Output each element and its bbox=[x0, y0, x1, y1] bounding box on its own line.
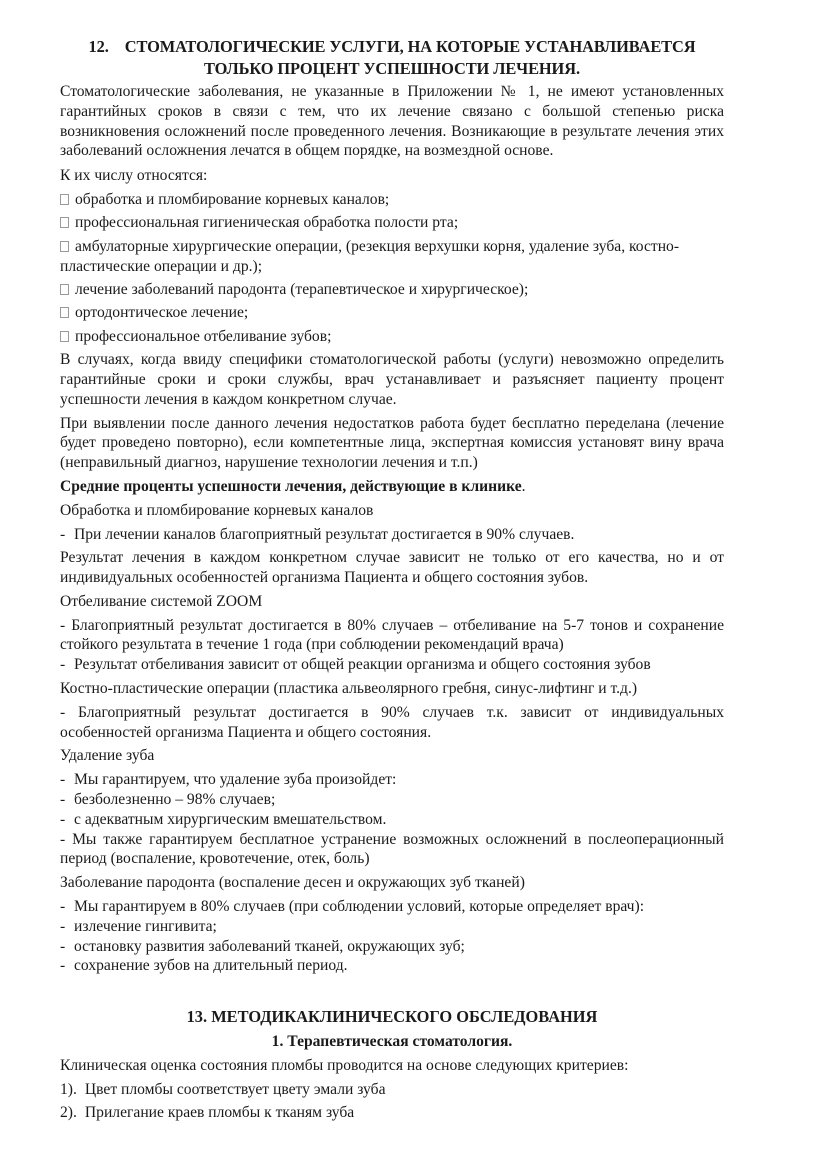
list-item: - Мы также гарантируем бесплатное устранение возможных осложнений в послеоперационный период (воспаление, кровотечение, отек, боль) bbox=[60, 830, 725, 868]
section-12-title-line1: 12. СТОМАТОЛОГИЧЕСКИЕ УСЛУГИ, НА КОТОРЫЕ УСТАНАВЛИВАЕТСЯ bbox=[88, 37, 696, 56]
section-number: 12. bbox=[88, 37, 109, 56]
services-list bbox=[60, 190, 724, 347]
canals-note: Результат лечения в каждом конкретном случае зависит не только от его качества, но и от индивидуальных особенностей организма Пациента и общего состояния зубов. bbox=[60, 549, 724, 587]
list-item: профессиональная гигиеническая обработка полости рта; bbox=[60, 213, 724, 233]
zoom-list bbox=[60, 616, 724, 675]
checkbox-icon bbox=[60, 284, 69, 295]
canals-list bbox=[60, 525, 724, 545]
list-item: - Благоприятный результат достигается в 90% случаев т.к. зависит от индивидуальных особенностей организма Пациента и общего состояния. bbox=[60, 703, 724, 741]
list-item: - с адекватным хирургическим вмешательством. bbox=[60, 810, 387, 828]
list-item: амбулаторные хирургические операции, (резекция верхушки корня, удаление зуба, костно-пластические операции и др.); bbox=[60, 237, 680, 275]
dash-marker: - bbox=[60, 791, 66, 809]
dash-marker: - bbox=[60, 525, 66, 543]
extraction-list bbox=[60, 770, 724, 869]
list-item: - Мы гарантируем в 80% случаев (при соблюдении условий, которые определяет врач): bbox=[60, 898, 645, 916]
list-item: - При лечении каналов благоприятный результат достигается в 90% случаев. bbox=[60, 525, 575, 543]
list-intro: К их числу относятся: bbox=[60, 167, 208, 185]
list-item: - Благоприятный результат достигается в 80% случаев – отбеливание на 5-7 тонов и сохранение стойкого результата в течение 1 года (при соблюдении рекомендаций врача) bbox=[60, 616, 724, 654]
canals-title: Обработка и пломбирование корневых каналов bbox=[60, 501, 374, 519]
dash-marker: - bbox=[60, 957, 66, 975]
section-13-subtitle: 1. Терапевтическая стоматология. bbox=[271, 1033, 513, 1051]
periodont-title: Заболевание пародонта (воспаление десен и окружающих зуб тканей) bbox=[60, 874, 525, 892]
list-item: обработка и пломбирование корневых каналов; bbox=[60, 190, 724, 210]
cases-paragraph: В случаях, когда ввиду специфики стоматологической работы (услуги) невозможно определить гарантийные сроки и сроки службы, врач устанавливает и разъясняет пациенту процент успешности лечения в каждом конкретном случае. bbox=[60, 351, 724, 408]
list-item: - безболезненно – 98% случаев; bbox=[60, 791, 276, 809]
dash-marker: - bbox=[60, 656, 66, 674]
dash-marker: - bbox=[60, 771, 66, 789]
list-item: профессиональное отбеливание зубов; bbox=[60, 327, 724, 347]
list-item: 1). Цвет пломбы соответствует цвету эмали зуба bbox=[60, 1080, 386, 1098]
checkbox-icon bbox=[60, 331, 69, 342]
zoom-title: Отбеливание системой ZOOM bbox=[60, 592, 263, 610]
dash-marker: - bbox=[60, 937, 66, 955]
periodont-list bbox=[60, 897, 724, 976]
intro-paragraph: Стоматологические заболевания, не указанные в Приложении № 1, не имеют установленных гарантийных сроков в связи с тем, что их лечение связано с большой степенью риска возникновения осложнений после проведенного лечения. Возникающие в результате лечения этих заболеваний осложнения лечатся в общем порядке, на возмездной основе. bbox=[60, 83, 724, 160]
dash-marker: - bbox=[60, 703, 66, 721]
list-item: ортодонтическое лечение; bbox=[60, 303, 724, 323]
checkbox-icon bbox=[60, 241, 69, 252]
checkbox-icon bbox=[60, 307, 69, 318]
checkbox-icon bbox=[60, 217, 69, 228]
list-item: лечение заболеваний пародонта (терапевтическое и хирургическое); bbox=[60, 280, 724, 300]
section-12-title-line2: ТОЛЬКО ПРОЦЕНТ УСПЕШНОСТИ ЛЕЧЕНИЯ. bbox=[204, 59, 580, 78]
dash-marker: - bbox=[60, 898, 66, 916]
bone-title: Костно-пластические операции (пластика альвеолярного гребня, синус-лифтинг и т.д.) bbox=[60, 680, 638, 698]
document-page bbox=[60, 36, 724, 1127]
list-item: - Результат отбеливания зависит от общей реакции организма и общего состояния зубов bbox=[60, 656, 651, 674]
list-item: - сохранение зубов на длительный период. bbox=[60, 957, 348, 975]
criteria-list bbox=[60, 1080, 724, 1123]
bone-list bbox=[60, 703, 724, 743]
section-12-heading bbox=[60, 36, 724, 80]
checkbox-icon bbox=[60, 194, 69, 205]
list-item: - остановку развития заболеваний тканей, окружающих зуб; bbox=[60, 937, 465, 955]
list-item: - излечение гингивита; bbox=[60, 917, 217, 935]
dash-marker: - bbox=[60, 810, 66, 828]
dash-marker: - bbox=[60, 917, 66, 935]
list-item: - Мы гарантируем, что удаление зуба произойдет: bbox=[60, 771, 397, 789]
dash-marker: - bbox=[60, 616, 66, 634]
average-percent-heading: Средние проценты успешности лечения, действующие в клинике. bbox=[60, 477, 526, 495]
section-13-heading: 13. МЕТОДИКАКЛИНИЧЕСКОГО ОБСЛЕДОВАНИЯ bbox=[186, 1007, 598, 1027]
dash-marker: - bbox=[60, 830, 66, 848]
extraction-title: Удаление зуба bbox=[60, 747, 155, 765]
defects-paragraph: При выявлении после данного лечения недостатков работа будет бесплатно переделана (лечение будет проведено повторно), если компетентные лица, экспертная комиссия установят вину врача (неправильный диагноз, нарушение технологии лечения и т.п.) bbox=[60, 414, 724, 472]
section-13-intro: Клиническая оценка состояния пломбы проводится на основе следующих критериев: bbox=[60, 1057, 629, 1075]
list-item: 2). Прилегание краев пломбы к тканям зуба bbox=[60, 1104, 355, 1122]
